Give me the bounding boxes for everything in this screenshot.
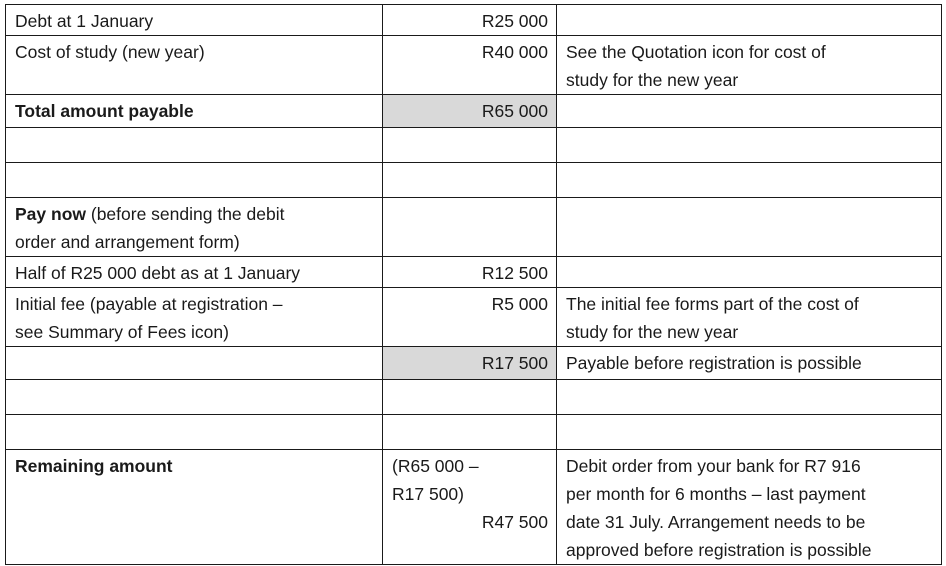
table-row [6, 288, 942, 347]
row-amount: R5 000 [383, 288, 557, 347]
note-line: See the Quotation icon for cost of [566, 42, 826, 62]
table-row [6, 450, 942, 565]
row-amount [383, 198, 557, 257]
row-note [557, 36, 942, 95]
pay-now-text: (before sending the debit [86, 204, 285, 224]
row-note [557, 5, 942, 36]
note-line: per month for 6 months – last payment [566, 484, 866, 504]
row-note [557, 257, 942, 288]
table-row [6, 163, 942, 198]
amount-line: R47 500 [481, 512, 548, 532]
table-row [6, 95, 942, 128]
fees-table [5, 4, 942, 565]
pay-now-total: R17 500 [383, 347, 557, 380]
table-row [6, 128, 942, 163]
row-amount [383, 415, 557, 450]
amount-line: (R65 000 – [392, 456, 479, 476]
row-label [6, 128, 383, 163]
row-note [557, 450, 942, 565]
pay-now-line2: order and arrangement form) [15, 232, 240, 252]
amount-line: R17 500) [392, 484, 464, 504]
pay-now-line [15, 200, 374, 228]
row-amount [383, 163, 557, 198]
table-row [6, 5, 942, 36]
note-line: date 31 July. Arrangement needs to be [566, 512, 866, 532]
pay-now-label [6, 198, 383, 257]
label-line: see Summary of Fees icon) [15, 322, 229, 342]
row-label: Cost of study (new year) [6, 36, 383, 95]
row-label [6, 288, 383, 347]
row-label: Debt at 1 January [6, 5, 383, 36]
table-row [6, 36, 942, 95]
row-amount: R25 000 [383, 5, 557, 36]
table-row [6, 415, 942, 450]
row-amount: R12 500 [383, 257, 557, 288]
row-note [557, 198, 942, 257]
note-line: approved before registration is possible [566, 540, 872, 560]
row-label [6, 347, 383, 380]
row-note [557, 415, 942, 450]
remaining-amount-value [383, 450, 557, 565]
row-note [557, 380, 942, 415]
row-label: Half of R25 000 debt as at 1 January [6, 257, 383, 288]
row-label [6, 415, 383, 450]
total-amount-value: R65 000 [383, 95, 557, 128]
row-amount [383, 380, 557, 415]
note-line: Debit order from your bank for R7 916 [566, 456, 861, 476]
table-row [6, 347, 942, 380]
row-label [6, 163, 383, 198]
table-row [6, 380, 942, 415]
table-row [6, 198, 942, 257]
row-label [6, 380, 383, 415]
row-note [557, 95, 942, 128]
remaining-amount-label: Remaining amount [6, 450, 383, 565]
note-line: study for the new year [566, 322, 739, 342]
total-amount-label: Total amount payable [6, 95, 383, 128]
pay-now-heading: Pay now [15, 204, 86, 224]
label-line: Initial fee (payable at registration – [15, 294, 283, 314]
row-amount [383, 128, 557, 163]
row-note [557, 163, 942, 198]
note-line: The initial fee forms part of the cost of [566, 294, 859, 314]
table-row [6, 257, 942, 288]
row-note [557, 128, 942, 163]
note-line: study for the new year [566, 70, 739, 90]
row-note [557, 288, 942, 347]
row-amount: R40 000 [383, 36, 557, 95]
row-note: Payable before registration is possible [557, 347, 942, 380]
